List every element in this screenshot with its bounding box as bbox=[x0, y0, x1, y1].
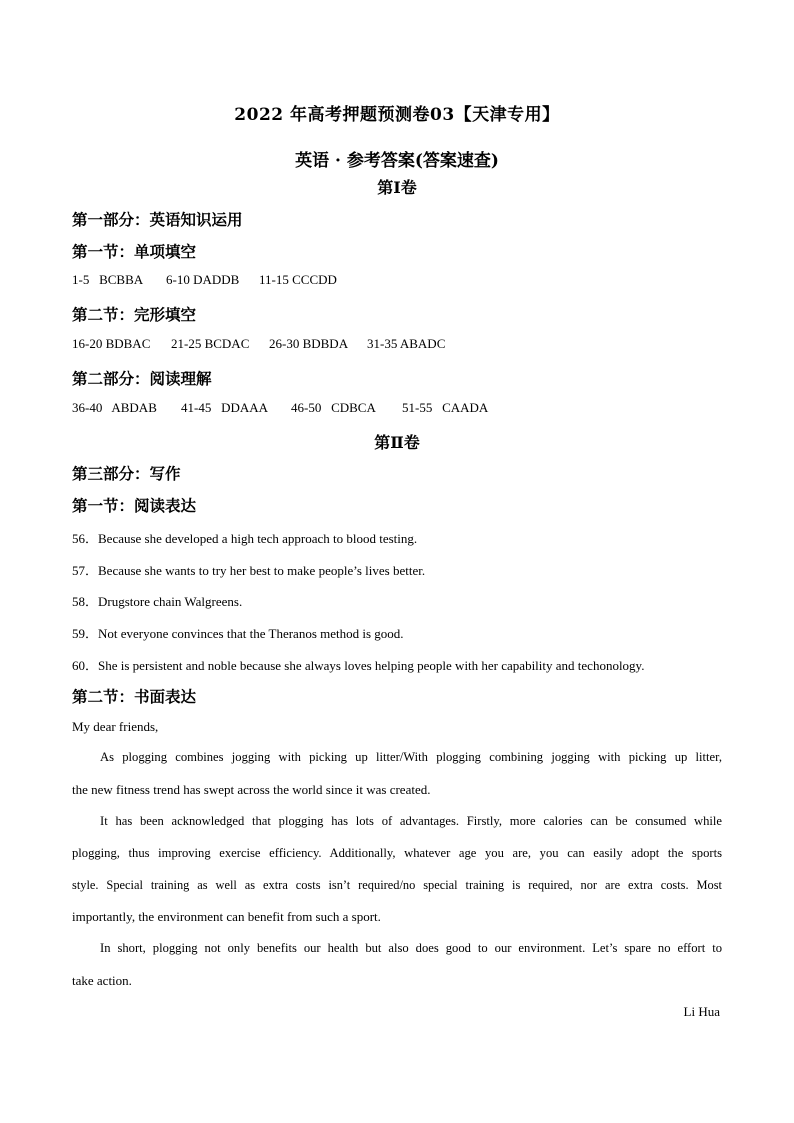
answer-group: 41-45 DDAAA bbox=[181, 400, 269, 415]
answer-58: 58．Drugstore chain Walgreens. bbox=[72, 594, 243, 609]
essay-paragraph-2-line-4: importantly, the environment can benefit from such a sport. bbox=[72, 909, 381, 924]
part1-heading: 第一部分：英语知识运用 bbox=[72, 210, 243, 229]
volume-2-label: 第Ⅱ卷 bbox=[374, 433, 420, 452]
part3-heading: 第三部分：写作 bbox=[72, 464, 181, 483]
answer-57: 57．Because she wants to try her best to make people’s lives better. bbox=[72, 563, 426, 578]
essay-paragraph-1-line-1: As plogging combines jogging with picking up litter/With plogging combining jogging with picking up litter, bbox=[100, 750, 722, 764]
volume-1-label: 第Ⅰ卷 bbox=[377, 178, 417, 197]
essay-paragraph-2-line-1: It has been acknowledged that plogging has lots of advantages. Firstly, more calories can be consumed while bbox=[100, 814, 722, 828]
writing-heading: 第二节：书面表达 bbox=[72, 687, 197, 706]
essay-paragraph-3-line-1: In short, plogging not only benefits our health but also does good to our environment. Let’s spare no effort to bbox=[100, 941, 722, 955]
essay-greeting: My dear friends, bbox=[72, 719, 159, 734]
answer-group: 51-55 CAADA bbox=[402, 400, 489, 415]
section1-heading: 第一节：单项填空 bbox=[72, 242, 197, 261]
answer-group: 31-35 ABADC bbox=[367, 336, 446, 351]
reading-expression-heading: 第一节：阅读表达 bbox=[72, 496, 197, 515]
part2-answers bbox=[72, 400, 488, 416]
section2-heading: 第二节：完形填空 bbox=[72, 305, 197, 324]
page-title: 2022 年高考押题预测卷03【天津专用】 bbox=[234, 105, 560, 125]
page-subtitle: 英语 · 参考答案(答案速查) bbox=[295, 151, 499, 171]
answer-60: 60．She is persistent and noble because she always loves helping people with her capability and techonology. bbox=[72, 658, 645, 673]
answer-group: 26-30 BDBDA bbox=[269, 336, 349, 351]
essay-signature: Li Hua bbox=[683, 1004, 720, 1019]
section2-answers bbox=[72, 336, 445, 352]
answer-group: 46-50 CDBCA bbox=[291, 400, 376, 415]
answer-group: 1-5 BCBBA bbox=[72, 272, 144, 287]
answer-59: 59．Not everyone convinces that the Theranos method is good. bbox=[72, 626, 404, 641]
answer-group: 6-10 DADDB bbox=[166, 272, 240, 287]
essay-paragraph-1-line-2: the new fitness trend has swept across the world since it was created. bbox=[72, 782, 431, 797]
answer-group: 16-20 BDBAC bbox=[72, 336, 151, 351]
answer-56: 56．Because she developed a high tech approach to blood testing. bbox=[72, 531, 418, 546]
answer-group: 11-15 CCCDD bbox=[259, 272, 337, 287]
answer-group: 21-25 BCDAC bbox=[171, 336, 250, 351]
essay-paragraph-2-line-3: style. Special training as well as extra costs isn’t required/no special training is required, nor are extra costs. Most bbox=[72, 878, 722, 892]
essay-paragraph-2-line-2: plogging, thus improving exercise efficiency. Additionally, whatever age you are, you can easily adopt the sports bbox=[72, 846, 722, 860]
essay-paragraph-3-line-2: take action. bbox=[72, 973, 132, 988]
section1-answers bbox=[72, 272, 337, 288]
part2-heading: 第二部分：阅读理解 bbox=[72, 369, 212, 388]
answer-group: 36-40 ABDAB bbox=[72, 400, 157, 415]
